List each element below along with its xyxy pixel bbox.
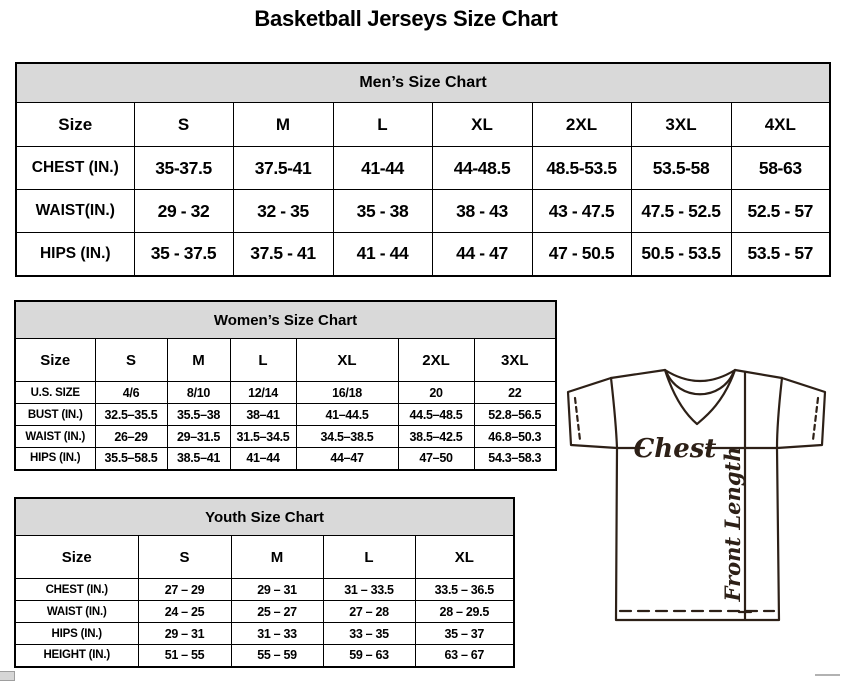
table-cell: 22 bbox=[474, 382, 556, 404]
row-label: WAIST(IN.) bbox=[16, 190, 134, 233]
table-cell: 52.8–56.5 bbox=[474, 404, 556, 426]
column-header: XL bbox=[415, 536, 514, 579]
table-cell: 55 – 59 bbox=[231, 645, 323, 667]
table-row bbox=[16, 147, 830, 190]
table-cell: 47–50 bbox=[398, 448, 474, 470]
table-row bbox=[15, 601, 514, 623]
section-title: Women’s Size Chart bbox=[15, 301, 556, 339]
table-cell: 32 - 35 bbox=[233, 190, 333, 233]
row-label: HIPS (IN.) bbox=[15, 623, 138, 645]
column-header: M bbox=[231, 536, 323, 579]
row-label: HIPS (IN.) bbox=[15, 448, 95, 470]
mens-size-chart-table bbox=[15, 62, 831, 277]
collar-back-line bbox=[665, 370, 735, 381]
table-cell: 33 – 35 bbox=[323, 623, 415, 645]
column-header: 3XL bbox=[631, 103, 731, 147]
table-row bbox=[15, 623, 514, 645]
column-header: 3XL bbox=[474, 339, 556, 382]
table-row bbox=[15, 645, 514, 667]
table-cell: 29 – 31 bbox=[231, 579, 323, 601]
row-label: WAIST (IN.) bbox=[15, 426, 95, 448]
table-cell: 41 - 44 bbox=[333, 233, 432, 276]
table-cell: 27 – 28 bbox=[323, 601, 415, 623]
row-label: HIPS (IN.) bbox=[16, 233, 134, 276]
table-cell: 58-63 bbox=[731, 147, 830, 190]
table-row bbox=[15, 426, 556, 448]
table-cell: 44-48.5 bbox=[432, 147, 532, 190]
scrollbar-fragment-left bbox=[0, 671, 15, 681]
column-header: Size bbox=[16, 103, 134, 147]
front-length-label: Front Length bbox=[720, 446, 745, 602]
table-cell: 41–44 bbox=[230, 448, 296, 470]
table-row bbox=[16, 233, 830, 276]
row-label: U.S. SIZE bbox=[15, 382, 95, 404]
table-cell: 47 - 50.5 bbox=[532, 233, 631, 276]
table-cell: 4/6 bbox=[95, 382, 167, 404]
row-label: HEIGHT (IN.) bbox=[15, 645, 138, 667]
table-cell: 48.5-53.5 bbox=[532, 147, 631, 190]
table-cell: 20 bbox=[398, 382, 474, 404]
table-cell: 53.5-58 bbox=[631, 147, 731, 190]
table-cell: 54.3–58.3 bbox=[474, 448, 556, 470]
table-cell: 35-37.5 bbox=[134, 147, 233, 190]
right-cuff-dashed-line bbox=[813, 398, 818, 440]
column-header: S bbox=[134, 103, 233, 147]
table-cell: 24 – 25 bbox=[138, 601, 231, 623]
chest-label: Chest bbox=[633, 434, 717, 464]
table-cell: 32.5–35.5 bbox=[95, 404, 167, 426]
table-cell: 47.5 - 52.5 bbox=[631, 190, 731, 233]
table-cell: 46.8–50.3 bbox=[474, 426, 556, 448]
table-cell: 16/18 bbox=[296, 382, 398, 404]
right-armhole-seam bbox=[777, 378, 782, 448]
table-cell: 34.5–38.5 bbox=[296, 426, 398, 448]
column-header: 4XL bbox=[731, 103, 830, 147]
column-header: M bbox=[167, 339, 230, 382]
table-row bbox=[15, 579, 514, 601]
table-cell: 25 – 27 bbox=[231, 601, 323, 623]
table-cell: 12/14 bbox=[230, 382, 296, 404]
table-cell: 35 - 37.5 bbox=[134, 233, 233, 276]
column-header: L bbox=[333, 103, 432, 147]
womens-size-chart-table bbox=[14, 300, 557, 471]
table-row bbox=[15, 404, 556, 426]
row-label: BUST (IN.) bbox=[15, 404, 95, 426]
table-row bbox=[15, 382, 556, 404]
jersey-outline bbox=[568, 370, 825, 620]
table-cell: 26–29 bbox=[95, 426, 167, 448]
table-cell: 38–41 bbox=[230, 404, 296, 426]
table-cell: 44–47 bbox=[296, 448, 398, 470]
table-cell: 35.5–58.5 bbox=[95, 448, 167, 470]
column-header: XL bbox=[432, 103, 532, 147]
table-cell: 31.5–34.5 bbox=[230, 426, 296, 448]
table-cell: 33.5 – 36.5 bbox=[415, 579, 514, 601]
column-header: L bbox=[323, 536, 415, 579]
scrollbar-fragment-right bbox=[815, 674, 840, 676]
table-cell: 59 – 63 bbox=[323, 645, 415, 667]
table-cell: 38.5–42.5 bbox=[398, 426, 474, 448]
table-cell: 29–31.5 bbox=[167, 426, 230, 448]
table-cell: 43 - 47.5 bbox=[532, 190, 631, 233]
row-label: WAIST (IN.) bbox=[15, 601, 138, 623]
section-title: Youth Size Chart bbox=[15, 498, 514, 536]
row-label: CHEST (IN.) bbox=[16, 147, 134, 190]
collar-v-line bbox=[665, 370, 735, 424]
table-cell: 28 – 29.5 bbox=[415, 601, 514, 623]
table-row bbox=[16, 190, 830, 233]
table-cell: 52.5 - 57 bbox=[731, 190, 830, 233]
column-header: M bbox=[233, 103, 333, 147]
left-cuff-dashed-line bbox=[575, 398, 580, 440]
column-header: S bbox=[138, 536, 231, 579]
column-header: Size bbox=[15, 339, 95, 382]
table-cell: 31 – 33.5 bbox=[323, 579, 415, 601]
table-cell: 35 – 37 bbox=[415, 623, 514, 645]
table-cell: 29 – 31 bbox=[138, 623, 231, 645]
table-cell: 37.5-41 bbox=[233, 147, 333, 190]
table-cell: 37.5 - 41 bbox=[233, 233, 333, 276]
page-title: Basketball Jerseys Size Chart bbox=[254, 6, 558, 31]
table-cell: 44 - 47 bbox=[432, 233, 532, 276]
column-header: Size bbox=[15, 536, 138, 579]
table-row bbox=[15, 448, 556, 470]
table-cell: 51 – 55 bbox=[138, 645, 231, 667]
left-armhole-seam bbox=[611, 378, 617, 448]
table-cell: 35.5–38 bbox=[167, 404, 230, 426]
table-cell: 41–44.5 bbox=[296, 404, 398, 426]
table-cell: 31 – 33 bbox=[231, 623, 323, 645]
column-header: L bbox=[230, 339, 296, 382]
jersey-diagram bbox=[564, 362, 840, 624]
table-cell: 8/10 bbox=[167, 382, 230, 404]
table-cell: 27 – 29 bbox=[138, 579, 231, 601]
table-cell: 63 – 67 bbox=[415, 645, 514, 667]
row-label: CHEST (IN.) bbox=[15, 579, 138, 601]
section-title: Men’s Size Chart bbox=[16, 63, 830, 103]
table-cell: 38 - 43 bbox=[432, 190, 532, 233]
column-header: 2XL bbox=[532, 103, 631, 147]
table-cell: 38.5–41 bbox=[167, 448, 230, 470]
youth-size-chart-table bbox=[14, 497, 515, 668]
collar-rib-line bbox=[666, 371, 734, 394]
column-header: S bbox=[95, 339, 167, 382]
table-cell: 41-44 bbox=[333, 147, 432, 190]
column-header: 2XL bbox=[398, 339, 474, 382]
table-cell: 53.5 - 57 bbox=[731, 233, 830, 276]
column-header: XL bbox=[296, 339, 398, 382]
table-cell: 35 - 38 bbox=[333, 190, 432, 233]
table-cell: 44.5–48.5 bbox=[398, 404, 474, 426]
table-cell: 50.5 - 53.5 bbox=[631, 233, 731, 276]
table-cell: 29 - 32 bbox=[134, 190, 233, 233]
